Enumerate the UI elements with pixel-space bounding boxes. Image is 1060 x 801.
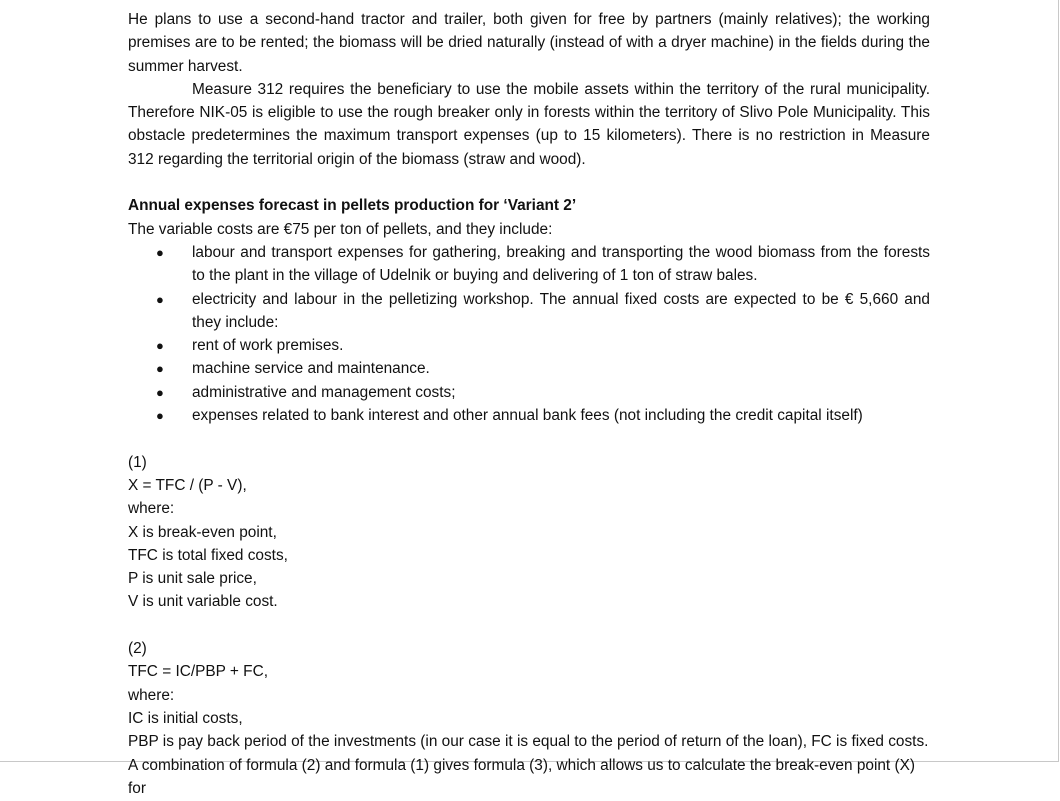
bullet-icon: ● bbox=[156, 361, 164, 377]
formula-number: (2) bbox=[128, 640, 147, 658]
formula-definition: X is break-even point, bbox=[128, 523, 277, 541]
formula-definition: PBP is pay back period of the investments (in our case it is equal to the period of return of the loan), FC is fixed costs. bbox=[128, 733, 929, 751]
bullet-icon: ● bbox=[156, 244, 164, 260]
formula-definition: V is unit variable cost. bbox=[128, 593, 278, 611]
cut-off-text: A combination of formula (2) and formula (1) gives formula (3), which allows us to calculate the break-even point (X) for bbox=[128, 757, 915, 798]
formula-where: where: bbox=[128, 500, 175, 518]
spacer bbox=[128, 427, 930, 450]
list-item-text: rent of work premises. bbox=[192, 337, 344, 355]
formula-equation: TFC = IC/PBP + FC, bbox=[128, 663, 268, 681]
formula-definition: IC is initial costs, bbox=[128, 709, 243, 727]
list-item-text: electricity and labour in the pelletizing workshop. The annual fixed costs are expected to be € 5,660 and they include: bbox=[192, 290, 930, 331]
list-item-text: administrative and management costs; bbox=[192, 383, 456, 401]
formula-1-block bbox=[128, 451, 930, 614]
section-lead: The variable costs are €75 per ton of pellets, and they include: bbox=[128, 220, 553, 238]
formula-where: where: bbox=[128, 686, 175, 704]
formula-number: (1) bbox=[128, 453, 147, 471]
list-item-text: expenses related to bank interest and other annual bank fees (not including the credit capital itself) bbox=[192, 407, 863, 425]
list-item bbox=[128, 334, 930, 357]
list-item bbox=[128, 241, 930, 288]
list-item-text: labour and transport expenses for gathering, breaking and transporting the wood biomass from the forests to the plant in the village of Udelnik or buying and delivering of 1 ton of straw bales. bbox=[192, 243, 930, 285]
cut-off-line bbox=[128, 754, 930, 798]
bullet-icon: ● bbox=[156, 384, 164, 400]
bullet-icon: ● bbox=[156, 408, 164, 424]
spacer bbox=[128, 614, 930, 637]
list-item-text: machine service and maintenance. bbox=[192, 360, 430, 378]
formula-equation: X = TFC / (P - V), bbox=[128, 476, 247, 494]
formula-definition: P is unit sale price, bbox=[128, 570, 257, 588]
spacer bbox=[128, 171, 930, 194]
intro-paragraph-2: Measure 312 requires the beneficiary to use the mobile assets within the territory of the rural municipality. Therefore NIK-05 is eligible to use the rough breaker only in forests within the territory of Slivo Pole Municipality. This obstacle predetermines the maximum transport expenses (up to 15 kilometers). There is no restriction in Measure 312 regarding the territorial origin of the biomass (straw and wood). bbox=[128, 80, 930, 168]
bullet-icon: ● bbox=[156, 338, 164, 354]
section-heading: Annual expenses forecast in pellets production for ‘Variant 2’ bbox=[128, 197, 577, 215]
list-item bbox=[128, 381, 930, 404]
document-body bbox=[128, 8, 930, 754]
formula-2-block bbox=[128, 637, 930, 753]
list-item bbox=[128, 357, 930, 380]
bullet-icon: ● bbox=[156, 291, 164, 307]
cost-bullet-list bbox=[128, 241, 930, 427]
list-item bbox=[128, 404, 930, 427]
list-item bbox=[128, 288, 930, 335]
formula-definition: TFC is total fixed costs, bbox=[128, 546, 288, 564]
intro-paragraph-1: He plans to use a second-hand tractor and trailer, both given for free by partners (mainly relatives); the working premises are to be rented; the biomass will be dried naturally (instead of with a dryer machine) in the fields during the summer harvest. bbox=[128, 11, 930, 75]
